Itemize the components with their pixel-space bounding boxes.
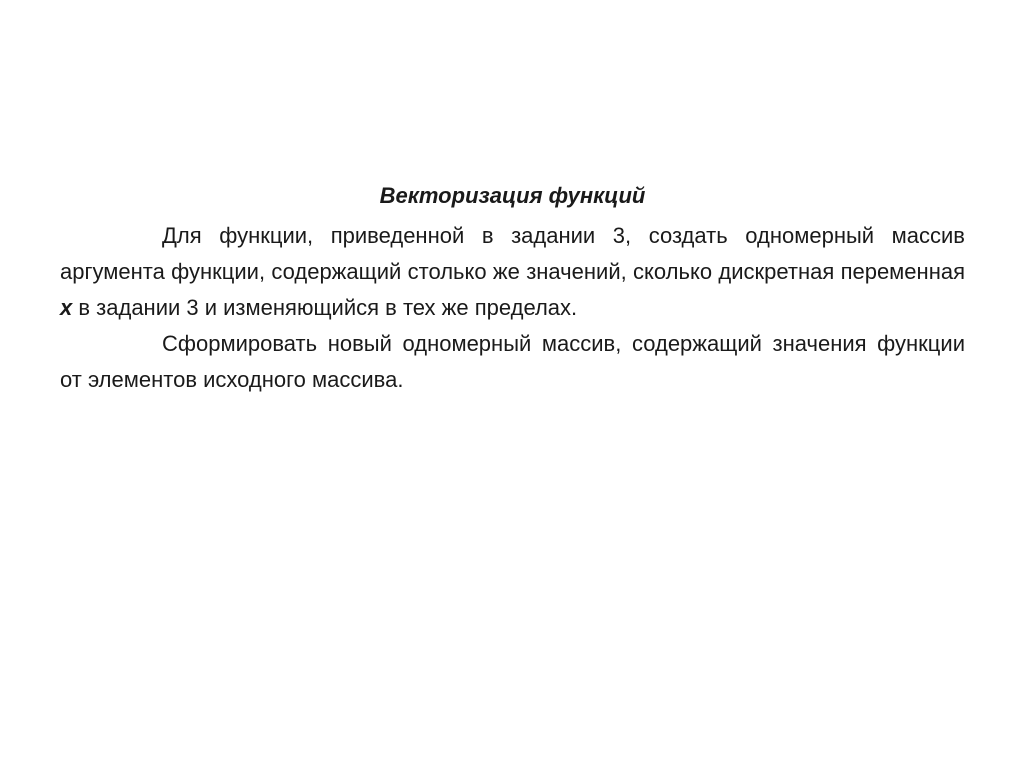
- slide-content: [60, 178, 965, 398]
- task-paragraph-2: Сформировать новый одномерный массив, содержащий значения функции от элементов исходного массива.: [60, 331, 965, 392]
- paragraph-1-text-after: в задании 3 и изменяющийся в тех же пределах.: [72, 295, 578, 320]
- page-title: Векторизация функций: [379, 183, 646, 208]
- paragraph-1-text-before: Для функции, приведенной в задании 3, создать одномерный массив аргумента функции, содержащий столько же значений, сколько дискретная переменная: [60, 223, 965, 284]
- task-paragraph-1: [60, 218, 965, 326]
- variable-x: x: [60, 295, 73, 320]
